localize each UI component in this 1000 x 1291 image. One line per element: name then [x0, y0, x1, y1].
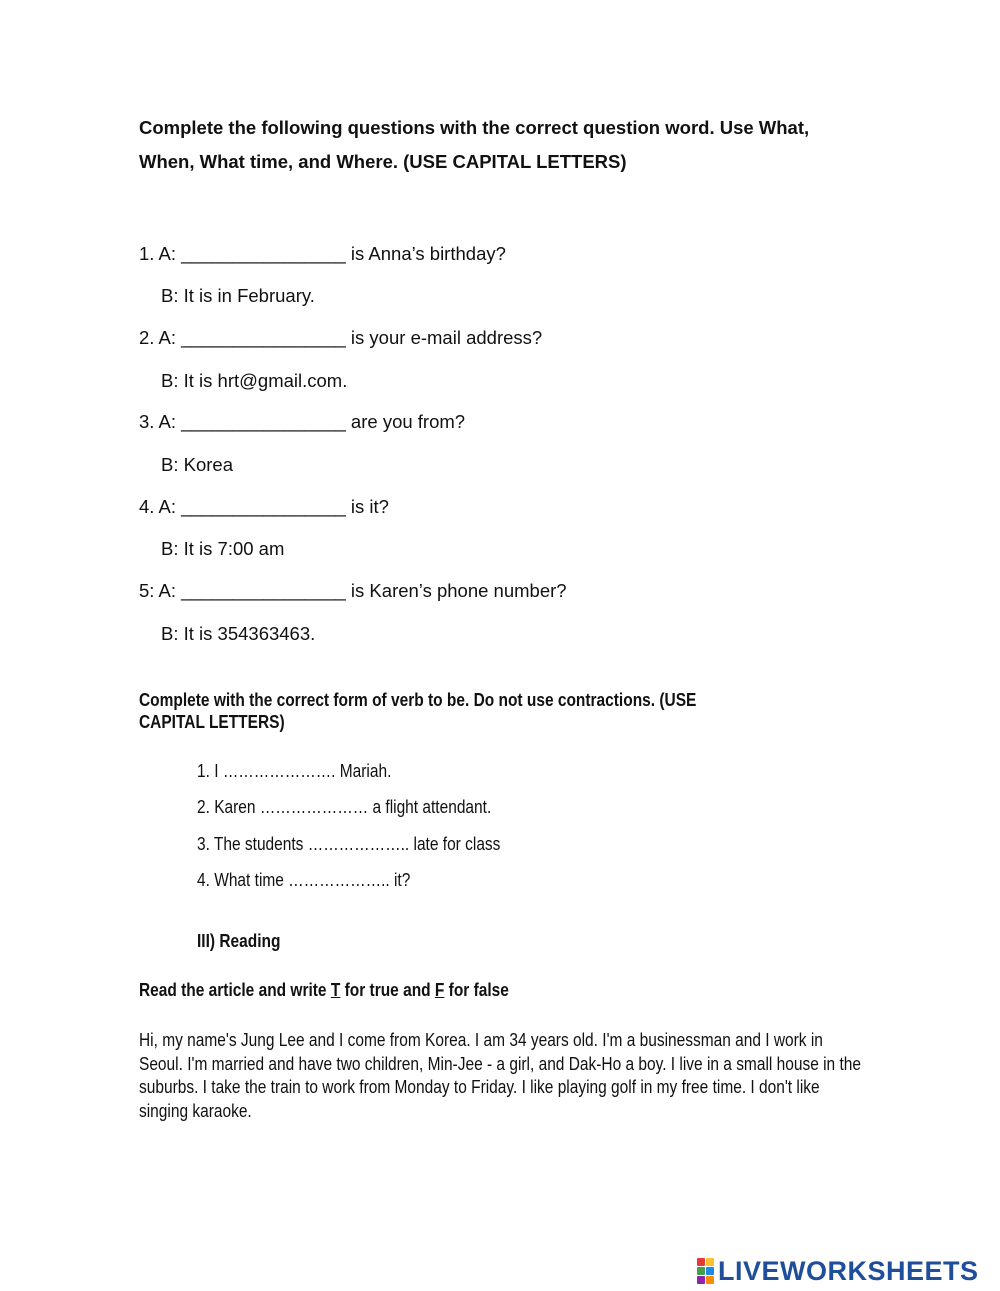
question-4-a [139, 496, 389, 518]
question-3-a [139, 411, 465, 433]
question-2-a [139, 327, 542, 349]
logo-square-4 [706, 1267, 714, 1275]
question-5-a [139, 580, 567, 602]
question-5-b: B: It is 354363463. [161, 623, 316, 644]
question-4-b: B: It is 7:00 am [161, 538, 285, 559]
section2-instruction-line2: CAPITAL LETTERS) [139, 712, 285, 732]
logo-mark-icon [697, 1258, 714, 1284]
logo-square-2 [706, 1258, 714, 1266]
answer-blank-5[interactable]: ________________ [181, 580, 346, 601]
question-prefix: 3. A: [139, 411, 182, 432]
false-letter: F [434, 980, 445, 1000]
section1-instruction-line1: Complete the following questions with the correct question word. Use What, [139, 117, 810, 138]
question-prefix: 1. A: [139, 243, 182, 264]
question-2-b: B: It is hrt@gmail.com. [161, 370, 348, 391]
section2-instruction-line1: Complete with the correct form of verb to be. Do not use contractions. (USE [139, 690, 697, 710]
logo-square-5 [697, 1276, 705, 1284]
reading-instruction-part: for true and [340, 980, 435, 1000]
answer-blank-2[interactable]: ________________ [181, 327, 346, 348]
reading-instruction-part: for false [444, 980, 509, 1000]
question-prefix: 2. A: [139, 327, 182, 348]
question-text: are you from? [345, 411, 466, 432]
true-letter: T [330, 980, 341, 1000]
question-text: is your e-mail address? [345, 327, 543, 348]
section1-instruction-line2: When, What time, and Where. (USE CAPITAL LETTERS) [139, 151, 627, 172]
question-3-b: B: Korea [161, 454, 233, 475]
question-prefix: 5: A: [139, 580, 182, 601]
question-text: is it? [345, 496, 389, 517]
verb-item-1[interactable]: 1. I …………………. Mariah. [197, 761, 392, 781]
answer-blank-1[interactable]: ________________ [181, 243, 346, 264]
question-1-b: B: It is in February. [161, 285, 315, 306]
logo-square-3 [697, 1267, 705, 1275]
reading-article: Hi, my name's Jung Lee and I come from Korea. I am 34 years old. I'm a businessman and I work in Seoul. I'm married and have two children, Min-Jee - a girl, and Dak-Ho a boy. I live in a small house in the suburbs. I take the train to work from Monday to Friday. I like playing golf in my free time. I don't like singing karaoke. [139, 1030, 861, 1121]
logo-square-6 [706, 1276, 714, 1284]
reading-heading: III) Reading [197, 931, 281, 951]
reading-instruction [139, 980, 509, 1001]
verb-item-2[interactable]: 2. Karen ………………… a flight attendant. [197, 797, 492, 817]
logo-text: LIVEWORKSHEETS [718, 1255, 979, 1286]
verb-item-4[interactable]: 4. What time ……………….. it? [197, 870, 411, 890]
question-prefix: 4. A: [139, 496, 182, 517]
logo-square-1 [697, 1258, 705, 1266]
answer-blank-4[interactable]: ________________ [181, 496, 346, 517]
answer-blank-3[interactable]: ________________ [181, 411, 346, 432]
liveworksheets-logo [697, 1256, 979, 1286]
reading-instruction-part: Read the article and write [139, 980, 331, 1000]
question-text: is Anna’s birthday? [345, 243, 506, 264]
question-text: is Karen’s phone number? [345, 580, 567, 601]
verb-item-3[interactable]: 3. The students ……………….. late for class [197, 834, 501, 854]
question-1-a [139, 243, 506, 265]
